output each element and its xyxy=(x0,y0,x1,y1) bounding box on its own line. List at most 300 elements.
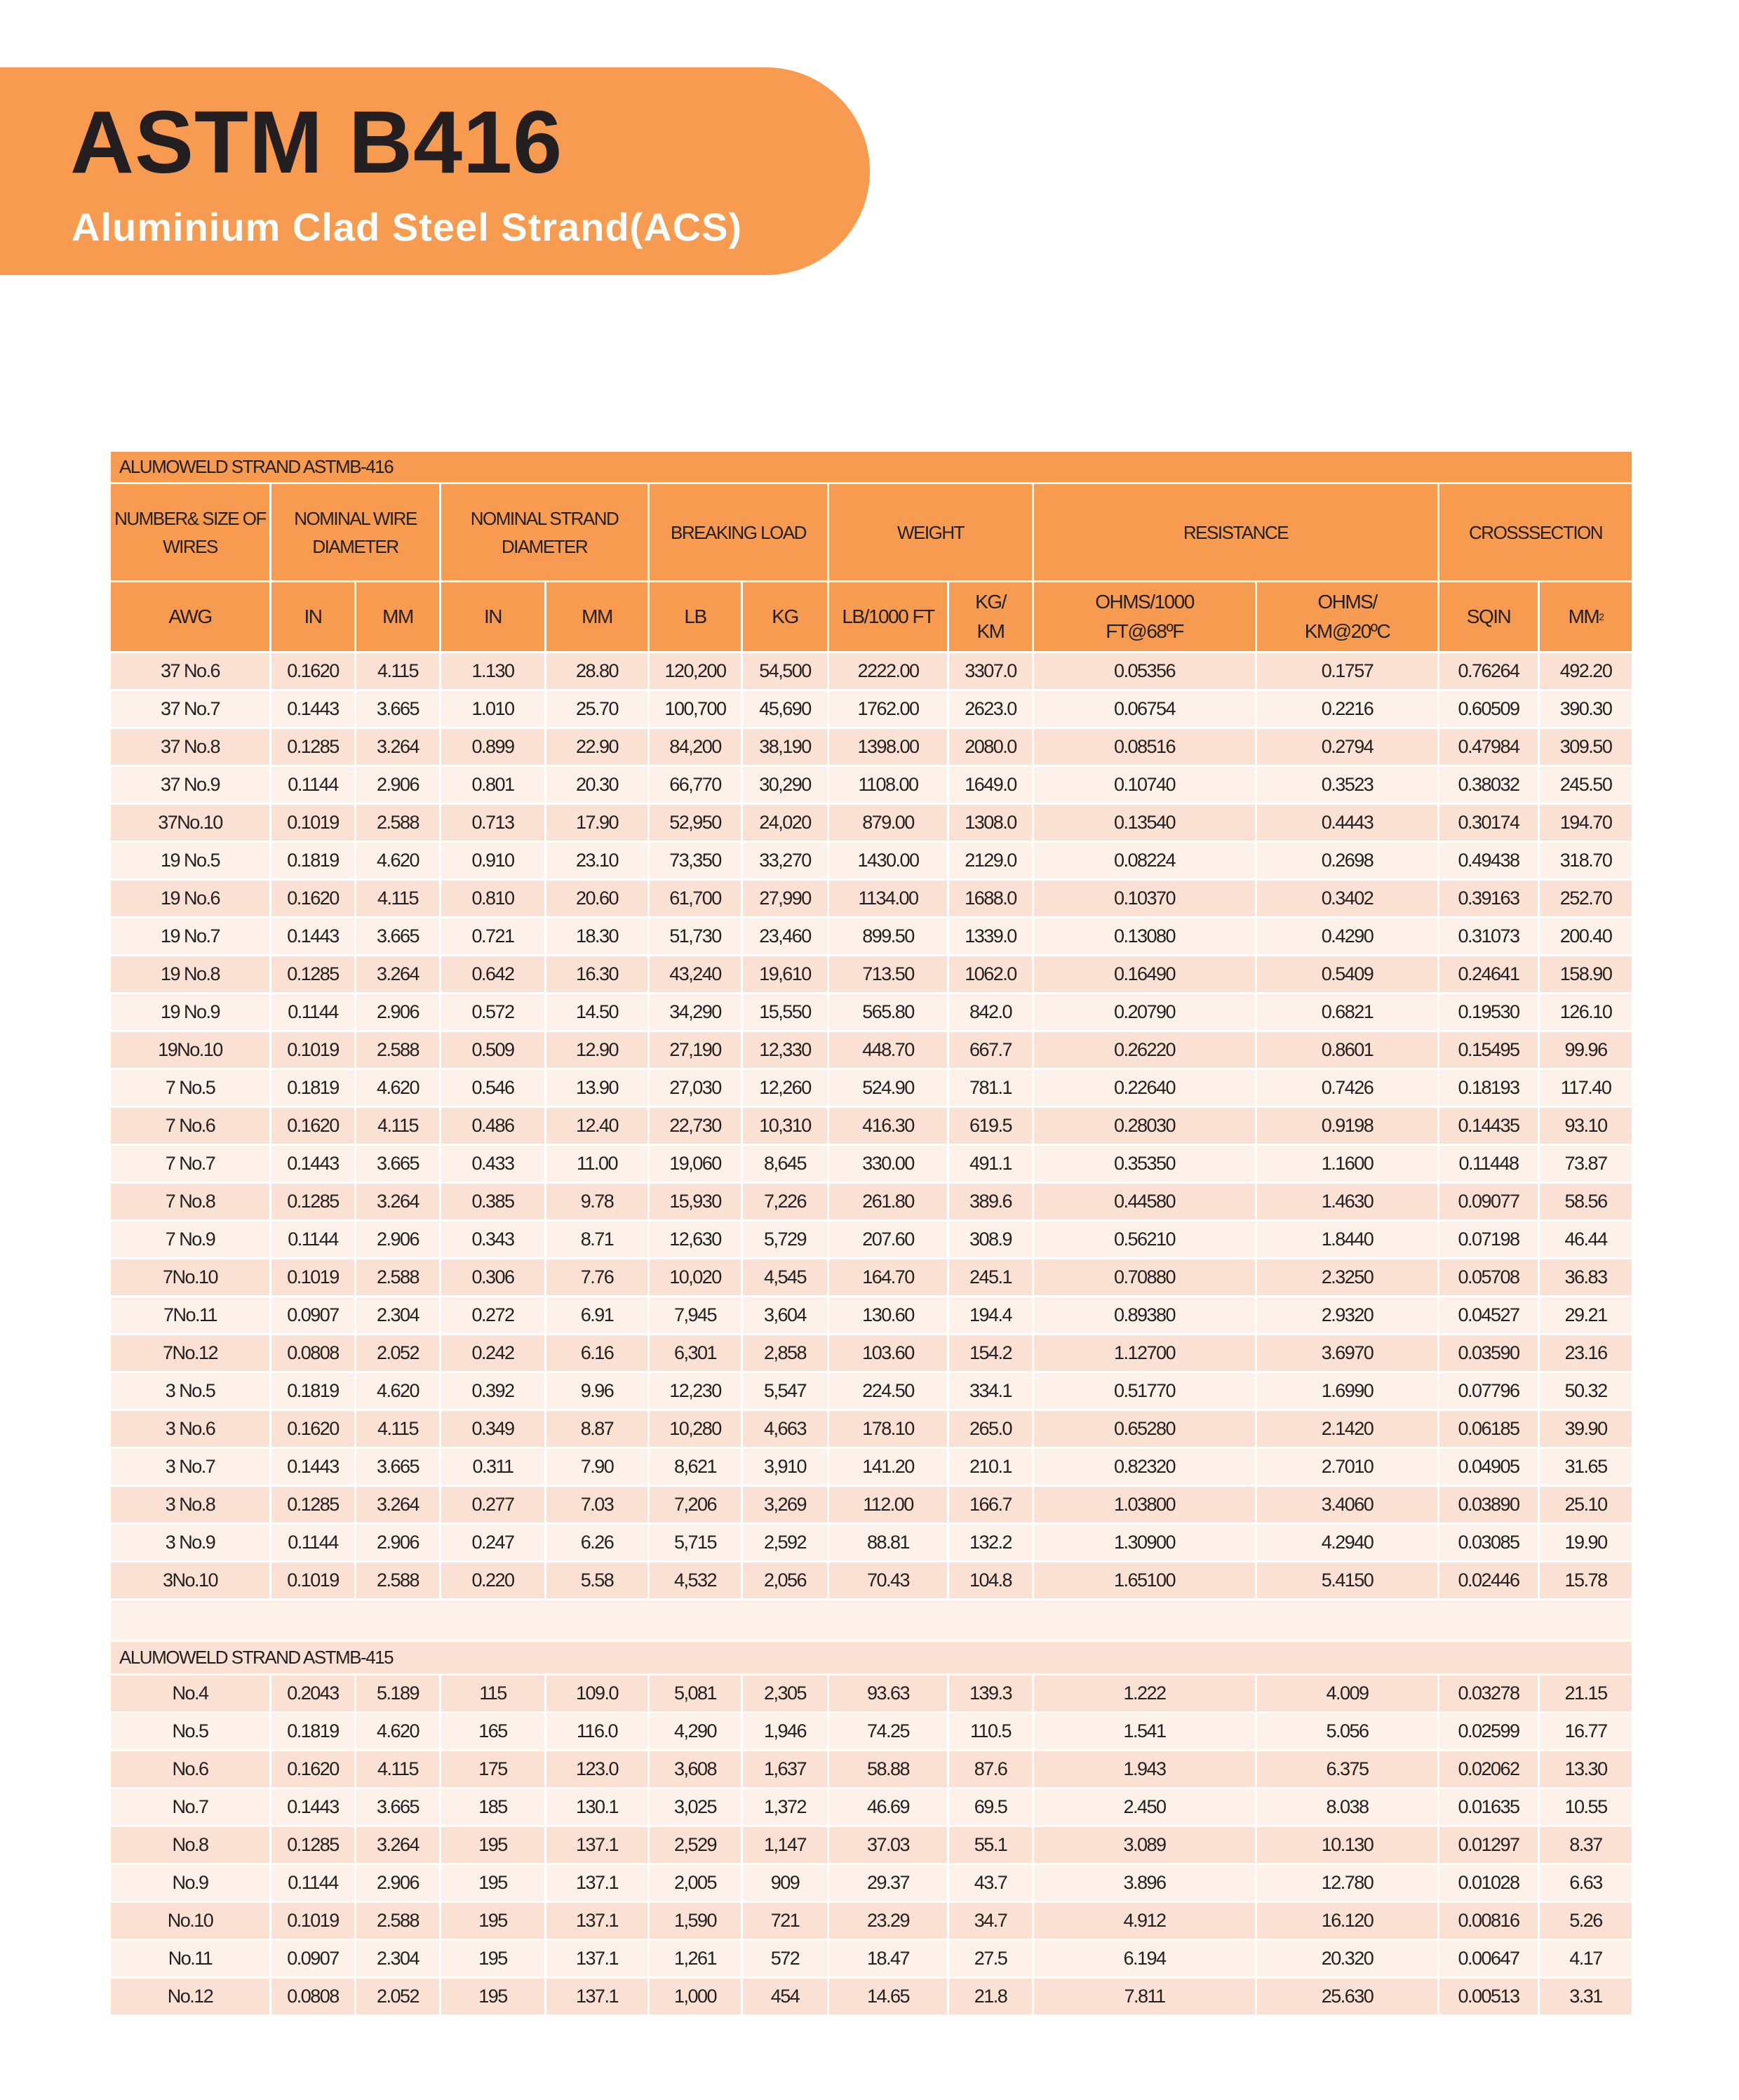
header-nominal-wire-diameter: NOMINAL WIRE DIAMETER xyxy=(271,484,441,582)
table-cell: 0.5409 xyxy=(1257,956,1439,994)
table-cell: 2.906 xyxy=(356,767,441,805)
table-cell: 29.37 xyxy=(829,1865,949,1903)
table-cell: 7.90 xyxy=(546,1449,650,1487)
table-cell: 334.1 xyxy=(949,1373,1034,1411)
table-cell: 21.8 xyxy=(949,1979,1034,2017)
table-cell: 0.01028 xyxy=(1439,1865,1540,1903)
table-cell: 245.50 xyxy=(1540,767,1632,805)
table-cell: 166.7 xyxy=(949,1487,1034,1525)
table-cell: 0.05708 xyxy=(1439,1259,1540,1297)
table-cell: 0.03590 xyxy=(1439,1335,1540,1373)
table-cell: 0.2043 xyxy=(271,1676,356,1713)
table-cell: 18.30 xyxy=(546,918,650,956)
table-cell: 27,030 xyxy=(650,1070,743,1108)
table-cell: 0.65280 xyxy=(1034,1411,1257,1449)
table-cell: 20.320 xyxy=(1257,1941,1439,1979)
table-cell: 2.588 xyxy=(356,1903,441,1941)
table-cell: 0.1019 xyxy=(271,1563,356,1600)
table-cell: 1308.0 xyxy=(949,805,1034,843)
table-cell: 0.642 xyxy=(441,956,546,994)
table-cell: 0.35350 xyxy=(1034,1146,1257,1184)
table-cell: 19,060 xyxy=(650,1146,743,1184)
table-cell: 667.7 xyxy=(949,1032,1034,1070)
page-title: ASTM B416 xyxy=(70,93,563,192)
section1-title-row xyxy=(111,452,1632,484)
table-cell: 4.115 xyxy=(356,881,441,918)
table-cell: 0.1019 xyxy=(271,1259,356,1297)
table-cell: 23,460 xyxy=(743,918,829,956)
table-cell: 2,005 xyxy=(650,1865,743,1903)
table-cell: 3,604 xyxy=(743,1297,829,1335)
table-cell: 0.44580 xyxy=(1034,1184,1257,1222)
table-row xyxy=(111,1411,1632,1449)
table-cell: 33,270 xyxy=(743,843,829,881)
table-cell: 25.70 xyxy=(546,691,650,729)
section2-title-row xyxy=(111,1642,1632,1676)
table-cell: 491.1 xyxy=(949,1146,1034,1184)
table-cell: 909 xyxy=(743,1865,829,1903)
table-cell: 0.09077 xyxy=(1439,1184,1540,1222)
table-cell: 0.02599 xyxy=(1439,1713,1540,1751)
table-cell: 1.1600 xyxy=(1257,1146,1439,1184)
table-cell: 0.82320 xyxy=(1034,1449,1257,1487)
table-cell: 0.04905 xyxy=(1439,1449,1540,1487)
table-cell: 10,020 xyxy=(650,1259,743,1297)
table-cell: 74.25 xyxy=(829,1713,949,1751)
table-cell: 20.60 xyxy=(546,881,650,918)
table-cell: 1762.00 xyxy=(829,691,949,729)
table-row xyxy=(111,1032,1632,1070)
table-cell: 194.4 xyxy=(949,1297,1034,1335)
table-cell: 99.96 xyxy=(1540,1032,1632,1070)
table-cell: 88.81 xyxy=(829,1525,949,1563)
table-cell: 43.7 xyxy=(949,1865,1034,1903)
table-cell: 879.00 xyxy=(829,805,949,843)
subheader-ohms-km: OHMS/ KM@20ºC xyxy=(1257,582,1439,653)
table-cell: 93.10 xyxy=(1540,1108,1632,1146)
table-cell: 19No.10 xyxy=(111,1032,271,1070)
table-cell: 30,290 xyxy=(743,767,829,805)
table-cell: No.11 xyxy=(111,1941,271,1979)
table-cell: 0.0907 xyxy=(271,1297,356,1335)
table-cell: 22.90 xyxy=(546,729,650,767)
table-cell: 0.343 xyxy=(441,1222,546,1259)
table-cell: 416.30 xyxy=(829,1108,949,1146)
table-cell: 3.264 xyxy=(356,1827,441,1865)
table-row xyxy=(111,1070,1632,1108)
table-cell: 0.3402 xyxy=(1257,881,1439,918)
table-cell: 28.80 xyxy=(546,653,650,691)
table-row xyxy=(111,653,1632,691)
table-cell: 14.50 xyxy=(546,994,650,1032)
table-cell: 0.433 xyxy=(441,1146,546,1184)
table-cell: 4.620 xyxy=(356,1373,441,1411)
table-cell: 4.2940 xyxy=(1257,1525,1439,1563)
table-cell: 141.20 xyxy=(829,1449,949,1487)
table-cell: 245.1 xyxy=(949,1259,1034,1297)
table-cell: 5.189 xyxy=(356,1676,441,1713)
table-cell: 0.1285 xyxy=(271,1487,356,1525)
table-cell: 565.80 xyxy=(829,994,949,1032)
section-gap-cell xyxy=(111,1600,1632,1642)
table-cell: 2129.0 xyxy=(949,843,1034,881)
table-cell: 4.115 xyxy=(356,1751,441,1789)
table-cell: 389.6 xyxy=(949,1184,1034,1222)
table-row xyxy=(111,1184,1632,1222)
table-cell: 8.37 xyxy=(1540,1827,1632,1865)
table-cell: 23.29 xyxy=(829,1903,949,1941)
table-cell: 3 No.5 xyxy=(111,1373,271,1411)
table-cell: 6.16 xyxy=(546,1335,650,1373)
table-cell: 6,301 xyxy=(650,1335,743,1373)
table-cell: 16.120 xyxy=(1257,1903,1439,1941)
section2-block xyxy=(111,1600,1632,1676)
table-cell: 1.8440 xyxy=(1257,1222,1439,1259)
table-cell: 1430.00 xyxy=(829,843,949,881)
table-cell: 0.24641 xyxy=(1439,956,1540,994)
table-cell: 1134.00 xyxy=(829,881,949,918)
table-cell: 454 xyxy=(743,1979,829,2017)
header-weight: WEIGHT xyxy=(829,484,1034,582)
table-cell: 2.588 xyxy=(356,805,441,843)
table-cell: 0.311 xyxy=(441,1449,546,1487)
subheader-wire-mm: MM xyxy=(356,582,441,653)
table-cell: 0.06754 xyxy=(1034,691,1257,729)
table-cell: 4.115 xyxy=(356,1411,441,1449)
table-cell: 0.89380 xyxy=(1034,1297,1257,1335)
table-cell: 0.1144 xyxy=(271,1865,356,1903)
table-cell: 6.63 xyxy=(1540,1865,1632,1903)
table-cell: 0.277 xyxy=(441,1487,546,1525)
table-cell: 721 xyxy=(743,1903,829,1941)
table-cell: 492.20 xyxy=(1540,653,1632,691)
subheader-strand-mm: MM xyxy=(546,582,650,653)
table-cell: 0.02062 xyxy=(1439,1751,1540,1789)
table-cell: 0.509 xyxy=(441,1032,546,1070)
table-cell: 103.60 xyxy=(829,1335,949,1373)
table-cell: 3.264 xyxy=(356,1487,441,1525)
table-cell: 112.00 xyxy=(829,1487,949,1525)
page-subtitle: Aluminium Clad Steel Strand(ACS) xyxy=(72,205,743,249)
table-cell: 252.70 xyxy=(1540,881,1632,918)
table-cell: 0.14435 xyxy=(1439,1108,1540,1146)
table-cell: 3 No.8 xyxy=(111,1487,271,1525)
table-row xyxy=(111,1335,1632,1373)
table-cell: 0.07198 xyxy=(1439,1222,1540,1259)
table-cell: 0.1144 xyxy=(271,767,356,805)
table-cell: 8,621 xyxy=(650,1449,743,1487)
subheader-mm2-label: MM xyxy=(1568,606,1599,627)
table-cell: 39.90 xyxy=(1540,1411,1632,1449)
table-cell: 7,945 xyxy=(650,1297,743,1335)
table-cell: 5.58 xyxy=(546,1563,650,1600)
table-cell: 0.910 xyxy=(441,843,546,881)
section-gap-row xyxy=(111,1600,1632,1642)
table-cell: 34,290 xyxy=(650,994,743,1032)
table-cell: 0.2216 xyxy=(1257,691,1439,729)
table-cell: 0.1443 xyxy=(271,918,356,956)
table-cell: 0.801 xyxy=(441,767,546,805)
table-cell: 7,226 xyxy=(743,1184,829,1222)
table-row xyxy=(111,1676,1632,1713)
table-cell: 12.90 xyxy=(546,1032,650,1070)
table-cell: 0.22640 xyxy=(1034,1070,1257,1108)
table-cell: 0.1620 xyxy=(271,1411,356,1449)
table-row xyxy=(111,918,1632,956)
table-cell: 10,310 xyxy=(743,1108,829,1146)
table-cell: 61,700 xyxy=(650,881,743,918)
table-cell: 0.1285 xyxy=(271,729,356,767)
table-cell: 572 xyxy=(743,1941,829,1979)
table-row xyxy=(111,1373,1632,1411)
table-cell: 0.1443 xyxy=(271,1146,356,1184)
table-cell: 5.4150 xyxy=(1257,1563,1439,1600)
table-cell: 0.1285 xyxy=(271,1827,356,1865)
table-cell: No.7 xyxy=(111,1789,271,1827)
table-cell: 116.0 xyxy=(546,1713,650,1751)
table-row xyxy=(111,805,1632,843)
table-cell: 8.71 xyxy=(546,1222,650,1259)
table-cell: 2623.0 xyxy=(949,691,1034,729)
table-row xyxy=(111,1789,1632,1827)
table-cell: 14.65 xyxy=(829,1979,949,2017)
table-cell: 0.1019 xyxy=(271,1032,356,1070)
table-cell: 100,700 xyxy=(650,691,743,729)
table-cell: 50.32 xyxy=(1540,1373,1632,1411)
table-cell: 123.0 xyxy=(546,1751,650,1789)
table-cell: 6.375 xyxy=(1257,1751,1439,1789)
table-cell: 0.3523 xyxy=(1257,767,1439,805)
table-cell: 1.30900 xyxy=(1034,1525,1257,1563)
table-cell: 0.56210 xyxy=(1034,1222,1257,1259)
table-cell: 20.30 xyxy=(546,767,650,805)
table-cell: 0.572 xyxy=(441,994,546,1032)
table-cell: 3 No.7 xyxy=(111,1449,271,1487)
table-cell: 6.26 xyxy=(546,1525,650,1563)
table-cell: 0.60509 xyxy=(1439,691,1540,729)
table-cell: 195 xyxy=(441,1865,546,1903)
table-cell: 390.30 xyxy=(1540,691,1632,729)
table-cell: No.6 xyxy=(111,1751,271,1789)
table-row xyxy=(111,1259,1632,1297)
table-cell: 73,350 xyxy=(650,843,743,881)
table-cell: 1649.0 xyxy=(949,767,1034,805)
table-cell: 137.1 xyxy=(546,1827,650,1865)
table-cell: 16.30 xyxy=(546,956,650,994)
table-cell: 8.038 xyxy=(1257,1789,1439,1827)
table-cell: 3.31 xyxy=(1540,1979,1632,2017)
table-cell: 23.10 xyxy=(546,843,650,881)
table-cell: 4.620 xyxy=(356,1070,441,1108)
table-cell: 0.30174 xyxy=(1439,805,1540,843)
table-cell: 1.65100 xyxy=(1034,1563,1257,1600)
table-cell: 139.3 xyxy=(949,1676,1034,1713)
table-cell: 51,730 xyxy=(650,918,743,956)
table-cell: 3 No.6 xyxy=(111,1411,271,1449)
table-cell: 0.0907 xyxy=(271,1941,356,1979)
table-cell: 7.811 xyxy=(1034,1979,1257,2017)
table-cell: 0.20790 xyxy=(1034,994,1257,1032)
table-cell: 9.96 xyxy=(546,1373,650,1411)
table-row xyxy=(111,1865,1632,1903)
table-cell: 4.009 xyxy=(1257,1676,1439,1713)
spec-table xyxy=(111,452,1632,2017)
table-cell: 6.194 xyxy=(1034,1941,1257,1979)
table-cell: 1.6990 xyxy=(1257,1373,1439,1411)
table-row xyxy=(111,956,1632,994)
table-cell: 0.721 xyxy=(441,918,546,956)
table-cell: 330.00 xyxy=(829,1146,949,1184)
table-cell: 524.90 xyxy=(829,1070,949,1108)
table-cell: 0.13540 xyxy=(1034,805,1257,843)
subheader-kg-per-km: KG/ KM xyxy=(949,582,1034,653)
table-cell: 0.4290 xyxy=(1257,918,1439,956)
table-cell: 19 No.7 xyxy=(111,918,271,956)
table-cell: 0.16490 xyxy=(1034,956,1257,994)
table-cell: No.5 xyxy=(111,1713,271,1751)
table-cell: 17.90 xyxy=(546,805,650,843)
table-cell: 1,590 xyxy=(650,1903,743,1941)
table-cell: 200.40 xyxy=(1540,918,1632,956)
table-cell: 0.15495 xyxy=(1439,1032,1540,1070)
table-cell: 126.10 xyxy=(1540,994,1632,1032)
table-row xyxy=(111,1449,1632,1487)
table-cell: 3.6970 xyxy=(1257,1335,1439,1373)
table-cell: 0.26220 xyxy=(1034,1032,1257,1070)
table-cell: 0.8601 xyxy=(1257,1032,1439,1070)
table-cell: 0.1819 xyxy=(271,1373,356,1411)
table-cell: 0.1620 xyxy=(271,1108,356,1146)
table-cell: 7No.12 xyxy=(111,1335,271,1373)
table-cell: 4.17 xyxy=(1540,1941,1632,1979)
table-row xyxy=(111,994,1632,1032)
table-cell: 0.242 xyxy=(441,1335,546,1373)
table-row xyxy=(111,881,1632,918)
table-cell: 3.665 xyxy=(356,918,441,956)
table-cell: 38,190 xyxy=(743,729,829,767)
table-cell: 3,025 xyxy=(650,1789,743,1827)
table-cell: 36.83 xyxy=(1540,1259,1632,1297)
table-cell: 3,269 xyxy=(743,1487,829,1525)
table-cell: 130.1 xyxy=(546,1789,650,1827)
table-cell: 1.4630 xyxy=(1257,1184,1439,1222)
table-cell: 2,305 xyxy=(743,1676,829,1713)
table-cell: 3,608 xyxy=(650,1751,743,1789)
table-cell: 0.1443 xyxy=(271,1789,356,1827)
header-nominal-strand-diameter: NOMINAL STRAND DIAMETER xyxy=(441,484,650,582)
table-row xyxy=(111,1827,1632,1865)
subheader-ohms-1000ft: OHMS/1000 FT@68ºF xyxy=(1034,582,1257,653)
table-cell: 10,280 xyxy=(650,1411,743,1449)
table-cell: 0.47984 xyxy=(1439,729,1540,767)
table-cell: 0.39163 xyxy=(1439,881,1540,918)
table-cell: 0.486 xyxy=(441,1108,546,1146)
table-cell: 1.943 xyxy=(1034,1751,1257,1789)
table-cell: 0.1819 xyxy=(271,1070,356,1108)
table-cell: 8,645 xyxy=(743,1146,829,1184)
table-cell: 2.906 xyxy=(356,994,441,1032)
table-cell: 0.00647 xyxy=(1439,1941,1540,1979)
table-cell: 0.11448 xyxy=(1439,1146,1540,1184)
table-cell: 45,690 xyxy=(743,691,829,729)
table-cell: 0.49438 xyxy=(1439,843,1540,881)
table-cell: 0.1757 xyxy=(1257,653,1439,691)
table-cell: 0.1443 xyxy=(271,1449,356,1487)
table-cell: 0.272 xyxy=(441,1297,546,1335)
table-cell: 0.9198 xyxy=(1257,1108,1439,1146)
table-cell: 0.810 xyxy=(441,881,546,918)
table-cell: 1.541 xyxy=(1034,1713,1257,1751)
table-cell: 185 xyxy=(441,1789,546,1827)
table-cell: 1,261 xyxy=(650,1941,743,1979)
table-cell: 3.665 xyxy=(356,691,441,729)
table-cell: 0.02446 xyxy=(1439,1563,1540,1600)
table-cell: 46.69 xyxy=(829,1789,949,1827)
table-cell: 0.0808 xyxy=(271,1335,356,1373)
table-cell: 2.304 xyxy=(356,1941,441,1979)
table-cell: 2.906 xyxy=(356,1222,441,1259)
table-cell: 154.2 xyxy=(949,1335,1034,1373)
table-cell: 0.13080 xyxy=(1034,918,1257,956)
table-cell: 110.5 xyxy=(949,1713,1034,1751)
table-cell: 37.03 xyxy=(829,1827,949,1865)
table-cell: 1688.0 xyxy=(949,881,1034,918)
table-cell: 0.10740 xyxy=(1034,767,1257,805)
table-cell: 2.052 xyxy=(356,1335,441,1373)
table-cell: 0.899 xyxy=(441,729,546,767)
table-cell: 0.1019 xyxy=(271,805,356,843)
table-cell: 2.304 xyxy=(356,1297,441,1335)
table-cell: 1062.0 xyxy=(949,956,1034,994)
subheader-lb: LB xyxy=(650,582,743,653)
table-cell: 34.7 xyxy=(949,1903,1034,1941)
table-cell: 43,240 xyxy=(650,956,743,994)
table-row xyxy=(111,1297,1632,1335)
table-cell: 5,715 xyxy=(650,1525,743,1563)
table-cell: 0.1144 xyxy=(271,1525,356,1563)
subheader-awg: AWG xyxy=(111,582,271,653)
table-cell: 58.56 xyxy=(1540,1184,1632,1222)
table-cell: 2.3250 xyxy=(1257,1259,1439,1297)
table-cell: 0.08516 xyxy=(1034,729,1257,767)
table-cell: 0.03278 xyxy=(1439,1676,1540,1713)
table-cell: 7 No.6 xyxy=(111,1108,271,1146)
table-cell: 0.06185 xyxy=(1439,1411,1540,1449)
table-cell: No.8 xyxy=(111,1827,271,1865)
table-cell: 0.01297 xyxy=(1439,1827,1540,1865)
table-cell: 194.70 xyxy=(1540,805,1632,843)
table-cell: 55.1 xyxy=(949,1827,1034,1865)
table-cell: 2,529 xyxy=(650,1827,743,1865)
table-cell: 2.906 xyxy=(356,1525,441,1563)
table-cell: 120,200 xyxy=(650,653,743,691)
table-cell: 137.1 xyxy=(546,1865,650,1903)
table-cell: 0.1443 xyxy=(271,691,356,729)
table-row xyxy=(111,1713,1632,1751)
table-cell: 104.8 xyxy=(949,1563,1034,1600)
table-cell: 175 xyxy=(441,1751,546,1789)
table-cell: 0.10370 xyxy=(1034,881,1257,918)
table-cell: 0.1620 xyxy=(271,653,356,691)
table-cell: 2222.00 xyxy=(829,653,949,691)
group-header-row xyxy=(111,484,1632,582)
table-cell: 2,858 xyxy=(743,1335,829,1373)
table-row xyxy=(111,1487,1632,1525)
table-cell: 0.713 xyxy=(441,805,546,843)
table-cell: 0.306 xyxy=(441,1259,546,1297)
table-cell: 1.130 xyxy=(441,653,546,691)
table-cell: 713.50 xyxy=(829,956,949,994)
